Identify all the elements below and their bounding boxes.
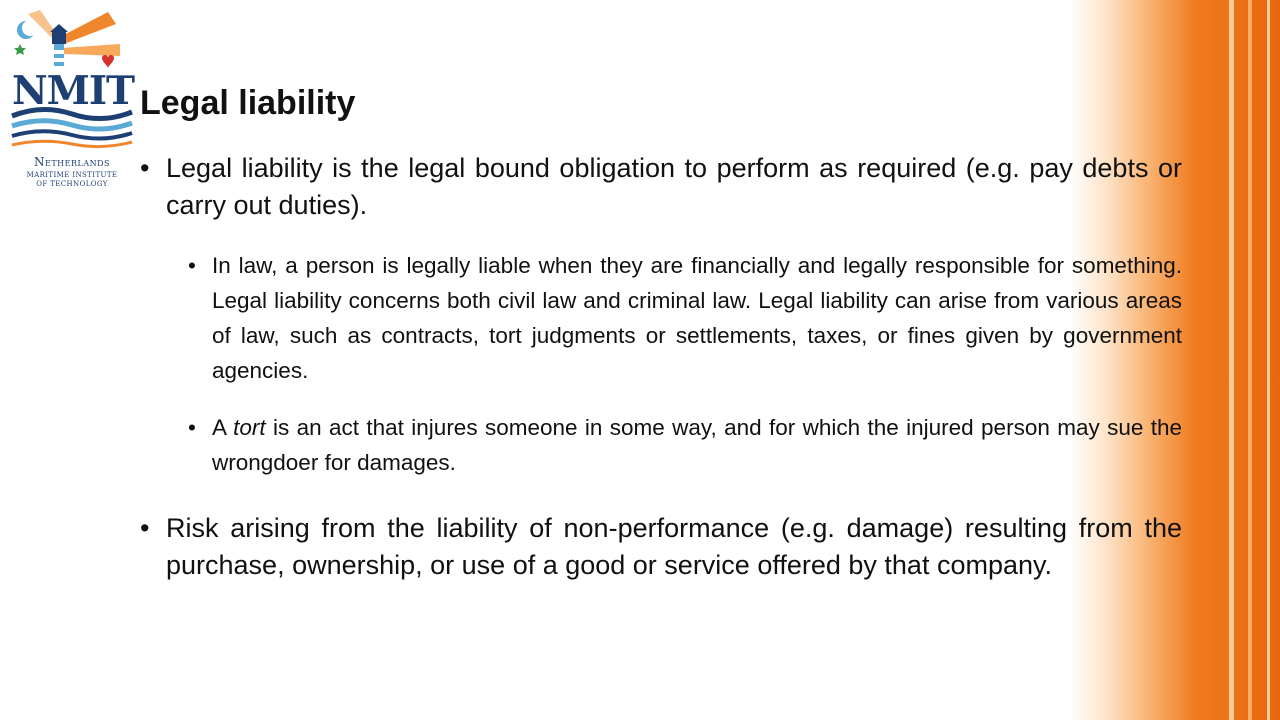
sub-bullet-text [212,415,1182,475]
tort-emphasis: tort [233,415,266,440]
logo-wordmark: NMIT [12,68,135,114]
bullet-icon: • [140,513,150,543]
decorative-stripe [1267,0,1270,720]
bullet-icon: • [188,415,196,440]
logo-institute-line2: OF TECHNOLOGY [36,180,108,188]
logo-institute-line1: MARITIME INSTITUTE [26,171,118,179]
nmit-logo [8,8,136,198]
bullet-icon: • [188,253,196,278]
sub-bullet-item [188,248,1182,388]
logo-country: Netherlands [34,155,110,169]
bullet-icon: • [140,153,150,183]
bullet-item [140,150,1182,224]
bullet-item [140,510,1182,584]
logo-institute [10,171,134,189]
decorative-stripe [1229,0,1234,720]
slide-content [140,150,1182,584]
slide-title: Legal liability [140,84,356,122]
bullet-text: Risk arising from the liability of non-performance (e.g. damage) resulting from the purchase, ownership, or use of a good or service offered by that company. [166,513,1182,580]
bullet-text: Legal liability is the legal bound obligation to perform as required (e.g. pay debts or carry out duties). [166,153,1182,220]
sub-bullet-prefix: A [212,415,234,440]
sub-bullet-text: In law, a person is legally liable when they are financially and legally responsible for something. Legal liability concerns both civil law and criminal law. Legal liability can arise from various areas of law, such as contracts, tort judgments or settlements, taxes, or fines given by government agencies. [212,253,1182,383]
sub-bullet-suffix: is an act that injures someone in some way, and for which the injured person may sue the wrongdoer for damages. [212,415,1182,475]
sub-bullet-item [188,410,1182,480]
decorative-stripe [1248,0,1252,720]
